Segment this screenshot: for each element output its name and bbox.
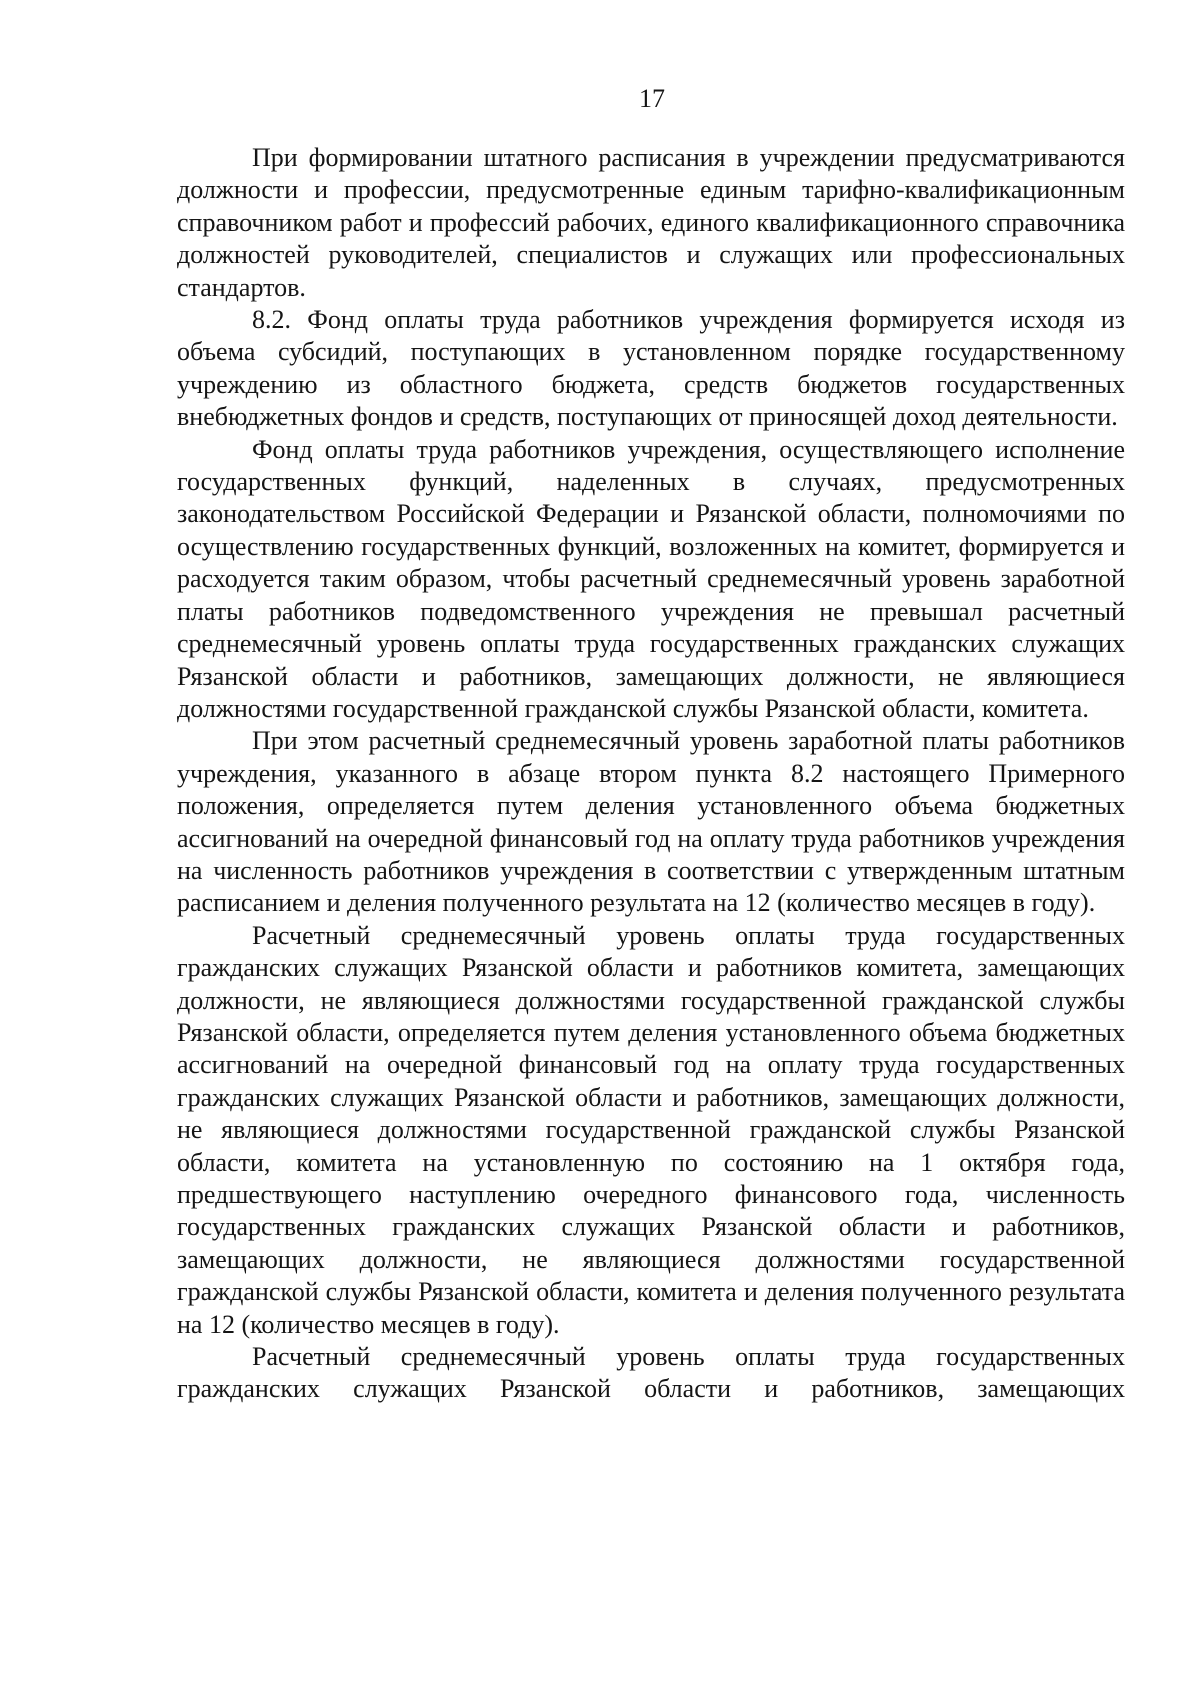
paragraph-8-2-wage-fund: 8.2. Фонд оплаты труда работников учреждения формируется исходя из объема субсидий, поступающих в установленном порядке государственному учреждению из областного бюджета, средств бюджетов государственных внебюджетных фондов и средств, поступающих от приносящей доход деятельности. bbox=[177, 305, 1125, 432]
paragraph-continued: Расчетный среднемесячный уровень оплаты труда государственных гражданских служащих Рязанской области и работников, замещающих bbox=[177, 1342, 1125, 1404]
document-body bbox=[177, 142, 1125, 1406]
paragraph-staffing: При формировании штатного расписания в учреждении предусматриваются должности и профессии, предусмотренные единым тарифно-квалификационным справочником работ и профессий рабочих, единого квалификационного справочника должностей руководителей, специалистов и служащих или профессиональных стандартов. bbox=[177, 143, 1125, 302]
paragraph-average-wage-calculation: При этом расчетный среднемесячный уровень заработной платы работников учреждения, указанного в абзаце втором пункта 8.2 настоящего Примерного положения, определяется путем деления установленного объема бюджетных ассигнований на очередной финансовый год на оплату труда работников учреждения на численность работников учреждения в соответствии с утвержденным штатным расписанием и деления полученного результата на 12 (количество месяцев в году). bbox=[177, 726, 1125, 918]
paragraph-wage-fund-functions: Фонд оплаты труда работников учреждения, осуществляющего исполнение государственных функций, наделенных в случаях, предусмотренных законодательством Российской Федерации и Рязанской области, полномочиями по осуществлению государственных функций, возложенных на комитет, формируется и расходуется таким образом, чтобы расчетный среднемесячный уровень заработной платы работников подведомственного учреждения не превышал расчетный среднемесячный уровень оплаты труда государственных гражданских служащих Рязанской области и работников, замещающих должности, не являющиеся должностями государственной гражданской службы Рязанской области, комитета. bbox=[177, 434, 1125, 723]
paragraph-civil-servants-wage-calculation: Расчетный среднемесячный уровень оплаты труда государственных гражданских служащих Рязанской области и работников комитета, замещающих должности, не являющиеся должностями государственной гражданской службы Рязанской области, определяется путем деления установленного объема бюджетных ассигнований на очередной финансовый год на оплату труда государственных гражданских служащих Рязанской области и работников, замещающих должности, не являющиеся должностями государственной гражданской службы Рязанской области, комитета на установленную по состоянию на 1 октября года, предшествующего наступлению очередного финансового года, численность государственных гражданских служащих Рязанской области и работников, замещающих должности, не являющиеся должностями государственной гражданской службы Рязанской области, комитета и деления полученного результата на 12 (количество месяцев в году). bbox=[177, 920, 1125, 1339]
page-number: 17 bbox=[639, 84, 665, 113]
